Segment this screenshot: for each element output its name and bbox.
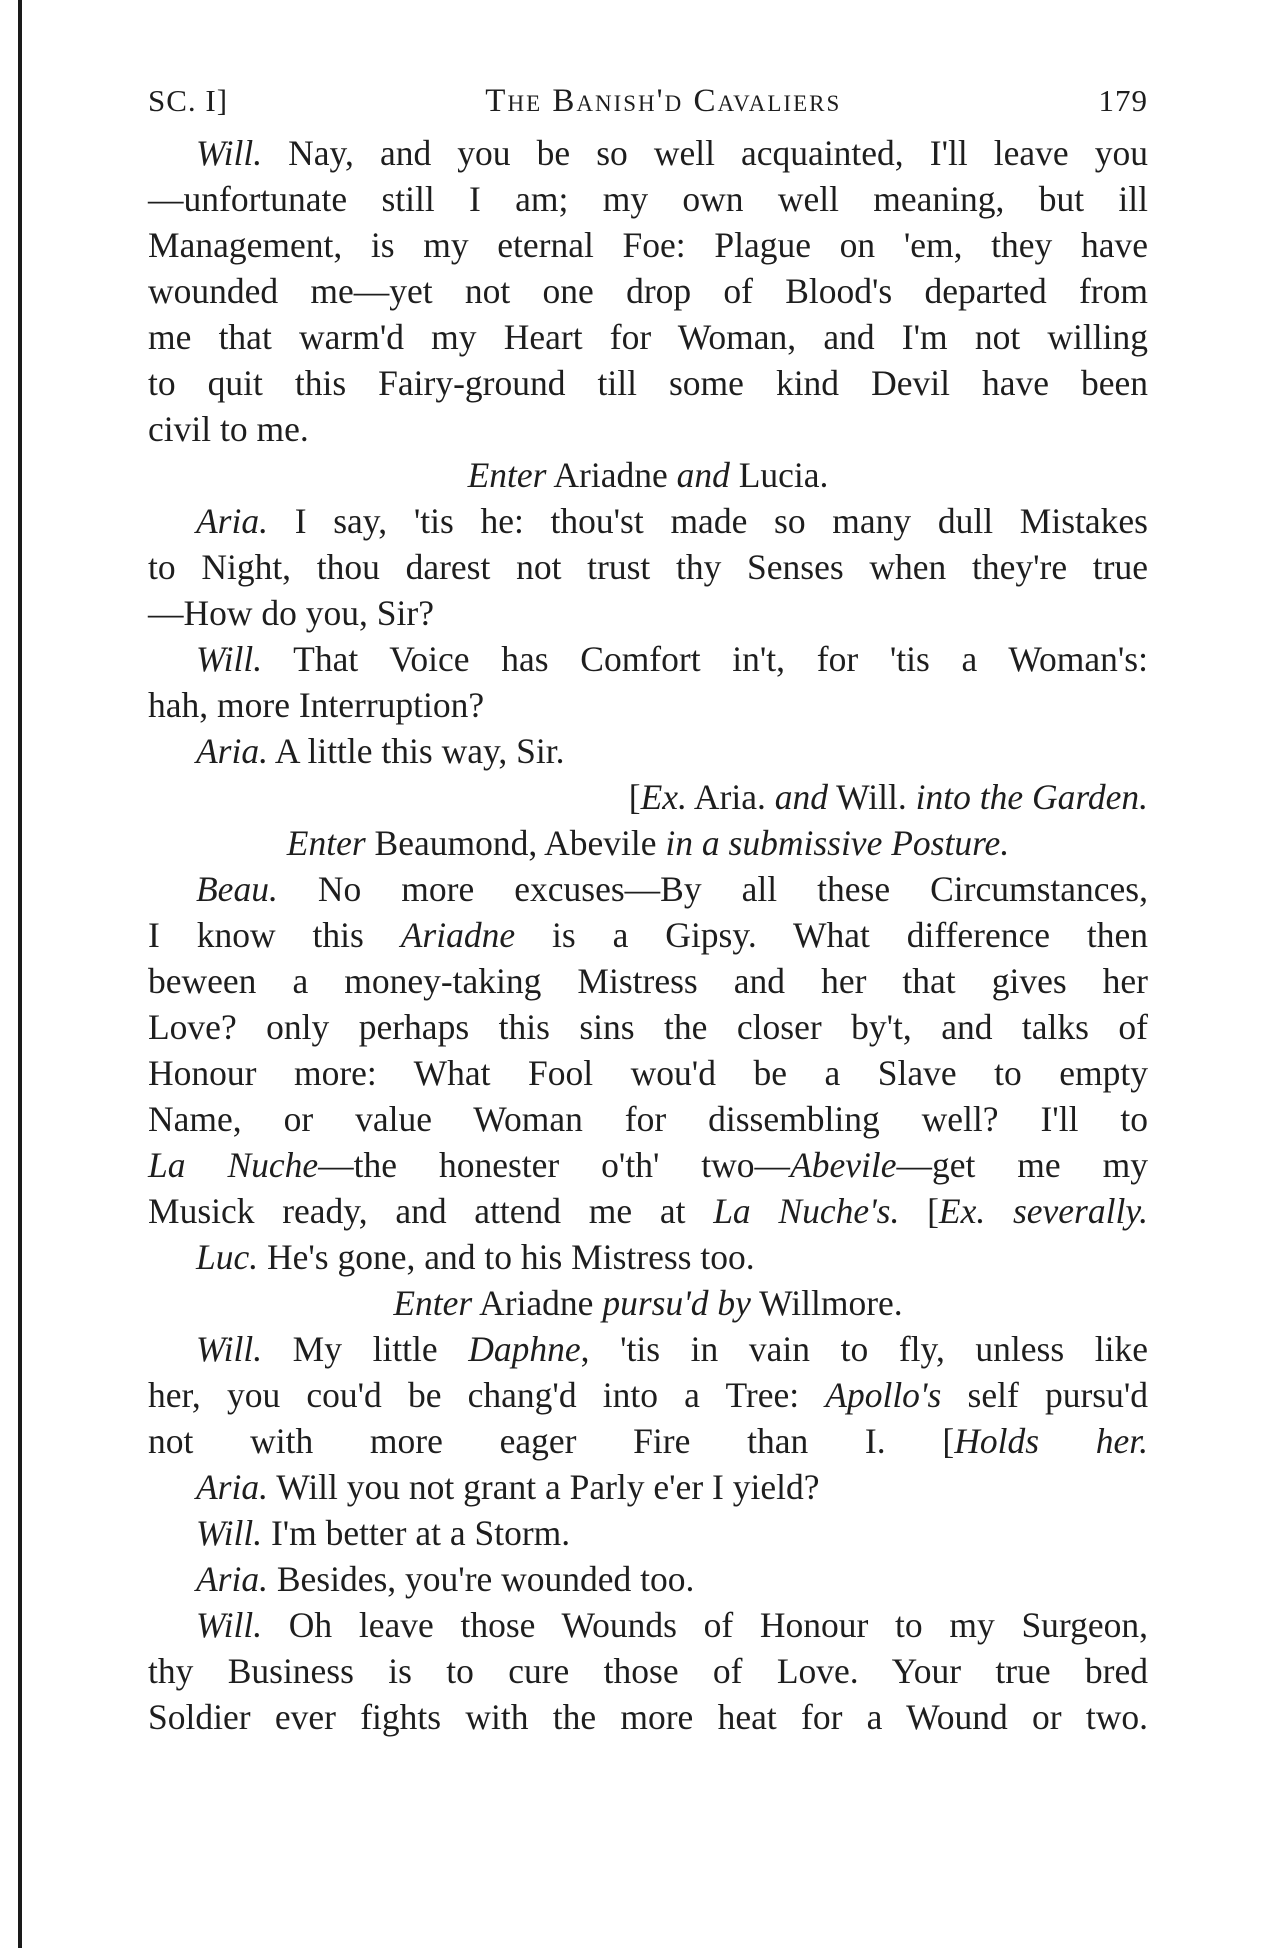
text-run: Aria.	[686, 777, 775, 817]
italic-text: Ariadne	[400, 915, 516, 955]
italic-text: Ex. severally.	[938, 1191, 1149, 1231]
running-title: The Banish'd Cavaliers	[485, 83, 842, 119]
line-text: to Night, thou darest not trust thy Senses when they're true	[148, 547, 1148, 587]
italic-text: La Nuche's.	[713, 1191, 900, 1231]
text-line	[148, 1188, 1148, 1234]
text-run: [	[899, 1191, 939, 1231]
line-text: I say, 'tis he: thou'st made so many dull Mistakes	[268, 501, 1148, 541]
text-line	[148, 1372, 1148, 1418]
line-text: hah, more Interruption?	[148, 685, 485, 725]
speaker-name: Aria.	[196, 1467, 268, 1507]
line-text: A little this way, Sir.	[268, 731, 565, 771]
speaker-name: Aria.	[196, 1559, 268, 1599]
speech-line	[148, 1464, 1148, 1510]
italic-text: into the Garden.	[915, 777, 1148, 817]
speech-line	[148, 498, 1148, 544]
text-run: Ariadne	[546, 455, 677, 495]
text-line	[148, 1648, 1148, 1694]
line-text: That Voice has Comfort in't, for 'tis a Woman's:	[262, 639, 1148, 679]
italic-text: and	[676, 455, 730, 495]
speaker-name: Will.	[196, 1605, 263, 1645]
speaker-name: Will.	[196, 133, 263, 173]
speech-line	[148, 636, 1148, 682]
speaker-name: Will.	[196, 639, 263, 679]
speech-line	[148, 1326, 1148, 1372]
text-line	[148, 268, 1148, 314]
italic-text: Enter	[467, 455, 547, 495]
italic-text: Abevile	[790, 1145, 897, 1185]
speaker-name: Aria.	[196, 731, 268, 771]
line-text: —unfortunate still I am; my own well meaning, but ill	[148, 179, 1148, 219]
line-text: Besides, you're wounded too.	[268, 1559, 695, 1599]
speech-line	[148, 130, 1148, 176]
italic-text: pursu'd by	[602, 1283, 751, 1323]
line-text: Management, is my eternal Foe: Plague on 'em, they have	[148, 225, 1148, 265]
italic-text: Daphne	[468, 1329, 581, 1369]
speech-line	[148, 1234, 1148, 1280]
page-number: 179	[1098, 83, 1148, 118]
running-header	[148, 78, 1148, 130]
speech-line	[148, 866, 1148, 912]
text-run: Lucia.	[729, 455, 829, 495]
text-line	[148, 406, 1148, 452]
text-line	[148, 912, 1148, 958]
speaker-name: Beau.	[196, 869, 278, 909]
speaker-name: Aria.	[196, 501, 268, 541]
line-text: Love? only perhaps this sins the closer by't, and talks of	[148, 1007, 1148, 1047]
text-line	[148, 176, 1148, 222]
text-line	[148, 314, 1148, 360]
stage-direction-exit	[148, 774, 1148, 820]
line-text: Honour more: What Fool wou'd be a Slave to empty	[148, 1053, 1148, 1093]
text-line	[148, 590, 1148, 636]
text-run: Musick ready, and attend me at	[148, 1191, 714, 1231]
line-text: to quit this Fairy-ground till some kind Devil have been	[148, 363, 1148, 403]
text-run: Ariadne	[472, 1283, 603, 1323]
line-text: Soldier ever fights with the more heat for a Wound or two.	[148, 1697, 1148, 1737]
scene-label: SC. I]	[148, 83, 229, 118]
text-run: —the honester o'th' two—	[318, 1145, 791, 1185]
line-text: civil to me.	[148, 409, 309, 449]
stage-direction	[148, 1280, 1148, 1326]
speaker-name: Will.	[196, 1329, 263, 1369]
text-run: My little	[262, 1329, 469, 1369]
line-text: Will you not grant a Parly e'er I yield?	[268, 1467, 820, 1507]
text-line	[148, 544, 1148, 590]
page-binding-edge	[18, 0, 22, 1948]
text-line	[148, 682, 1148, 728]
italic-text: Enter	[393, 1283, 473, 1323]
italic-text: Apollo's	[825, 1375, 942, 1415]
text-line	[148, 1004, 1148, 1050]
italic-text: Enter	[286, 823, 366, 863]
line-text: beween a money-taking Mistress and her that gives her	[148, 961, 1148, 1001]
stage-direction	[148, 452, 1148, 498]
line-text: Name, or value Woman for dissembling well? I'll to	[148, 1099, 1148, 1139]
text-line	[148, 1694, 1148, 1740]
line-text: wounded me—yet not one drop of Blood's departed from	[148, 271, 1148, 311]
text-line	[148, 958, 1148, 1004]
italic-text: La Nuche	[148, 1145, 319, 1185]
text-run: Beaumond, Abevile	[365, 823, 666, 863]
text-run: Will.	[827, 777, 916, 817]
text-line	[148, 1142, 1148, 1188]
italic-text: and	[774, 777, 828, 817]
text-run: —get me my	[896, 1145, 1148, 1185]
text-run: [	[628, 777, 641, 817]
line-text: thy Business is to cure those of Love. Your true bred	[148, 1651, 1148, 1691]
text-run: not with more eager Fire than I. [	[148, 1421, 955, 1461]
line-text: Nay, and you be so well acquainted, I'll leave you	[262, 133, 1148, 173]
text-line	[148, 1096, 1148, 1142]
text-run: is a Gipsy. What difference then	[515, 915, 1149, 955]
text-run: her, you cou'd be chang'd into a Tree:	[148, 1375, 826, 1415]
text-line	[148, 1418, 1148, 1464]
text-run: I know this	[148, 915, 401, 955]
italic-text: Holds her.	[954, 1421, 1148, 1461]
text-line	[148, 1050, 1148, 1096]
book-page	[148, 78, 1148, 1740]
line-text: —How do you, Sir?	[148, 593, 434, 633]
speaker-name: Will.	[196, 1513, 263, 1553]
text-line	[148, 360, 1148, 406]
text-line	[148, 222, 1148, 268]
speech-line	[148, 1510, 1148, 1556]
line-text: He's gone, and to his Mistress too.	[258, 1237, 755, 1277]
speech-line	[148, 1556, 1148, 1602]
stage-direction	[148, 820, 1148, 866]
line-text: me that warm'd my Heart for Woman, and I'm not willing	[148, 317, 1148, 357]
speech-line	[148, 728, 1148, 774]
line-text: I'm better at a Storm.	[262, 1513, 571, 1553]
speech-line	[148, 1602, 1148, 1648]
play-text	[148, 130, 1148, 1740]
line-text: No more excuses—By all these Circumstances,	[277, 869, 1148, 909]
italic-text: Ex.	[640, 777, 687, 817]
text-run: , 'tis in vain to fly, unless like	[580, 1329, 1148, 1369]
text-run: Willmore.	[750, 1283, 903, 1323]
speaker-name: Luc.	[196, 1237, 259, 1277]
text-run: self pursu'd	[941, 1375, 1148, 1415]
line-text: Oh leave those Wounds of Honour to my Surgeon,	[262, 1605, 1148, 1645]
italic-text: in a submissive Posture.	[665, 823, 1010, 863]
